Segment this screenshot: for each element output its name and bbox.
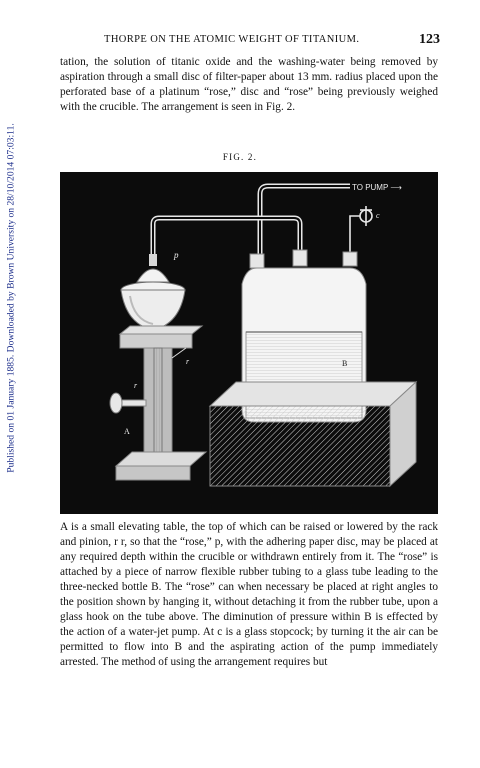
figure-apparatus xyxy=(60,172,438,514)
bottle-block xyxy=(210,382,416,486)
figure-caption: FIG. 2. xyxy=(222,152,258,162)
bottle-label: B xyxy=(342,359,348,368)
download-watermark xyxy=(0,88,22,508)
rack-label-left: r xyxy=(134,381,138,390)
paragraph-intro: tation, the solution of titanic oxide and the washing-water being removed by aspiration through a small disc of filter-paper about 13 mm. radius placed upon the perforated base of a platinum “rose,” disc and “rose” being previously weighed with the crucible. The arrangement is seen in Fig. 2. xyxy=(60,56,438,113)
stopcock xyxy=(350,206,372,252)
stopcock-label: c xyxy=(376,211,380,220)
crucible xyxy=(121,282,185,330)
rose-tube xyxy=(153,218,300,254)
rose-label: p xyxy=(174,250,179,260)
paragraph-description: A is a small elevating table, the top of which can be raised or lowered by the rack and pinion, r r, so that the “rose,” p, with the adhering paper disc, may be placed at any required depth within the crucible or withdrawn entirely from it. The “rose” is attached by a piece of narrow flexible rubber tubing to a glass tube leading to the three-necked bottle B. The “rose” can when necessary be placed at right angles to the position shown by hanging it, without detaching it from the rubber tube, upon a glass hook on the tube above. The diminution of pressure within B is effected by the action of a water-jet pump. At c is a glass stopcock; by turning it the air can be permitted to flow into B and the aspirating action of the pump immediately arrested. The method of using the arrangement requires but xyxy=(60,521,438,668)
page-number: 123 xyxy=(419,32,440,47)
download-watermark-text: Published on 01 January 1885. Downloaded by Brown University on 28/10/2014 07:03:11. xyxy=(5,123,17,473)
table-base xyxy=(116,452,206,480)
page-header xyxy=(60,34,440,50)
rose xyxy=(137,254,169,282)
running-head: THORPE ON THE ATOMIC WEIGHT OF TITANIUM. xyxy=(104,34,360,45)
table-top xyxy=(120,326,202,348)
to-pump-label: TO PUMP ⟶ xyxy=(352,183,402,192)
rack-column xyxy=(144,348,186,466)
elevating-table-label: A xyxy=(124,427,130,436)
pinion-knob xyxy=(110,393,146,413)
rack-label-right: r xyxy=(186,357,190,366)
apparatus-illustration xyxy=(60,172,438,514)
